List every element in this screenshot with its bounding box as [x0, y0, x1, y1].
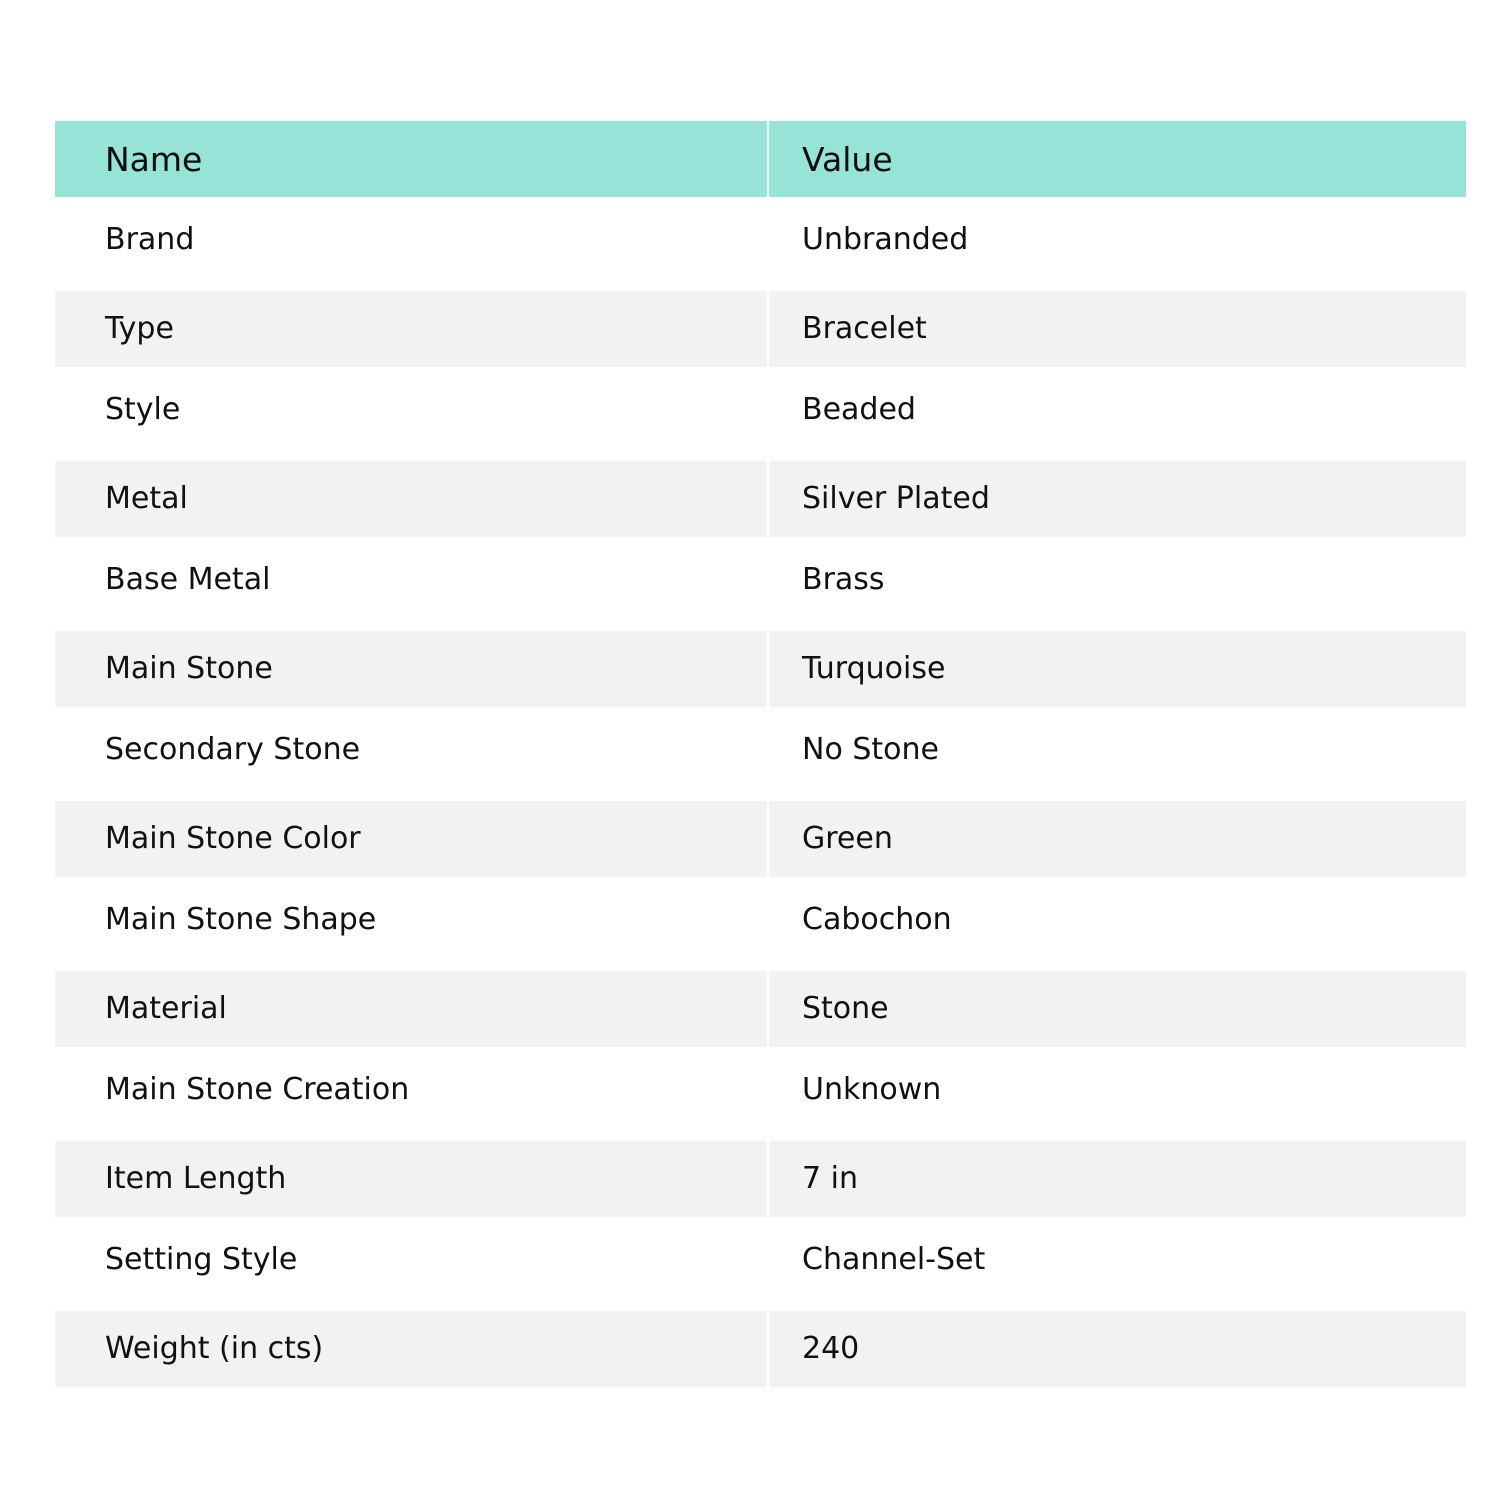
row-name-cell: Main Stone Shape — [105, 901, 377, 937]
table-row — [55, 1217, 1466, 1302]
row-name-cell: Main Stone Color — [55, 792, 767, 877]
row-value-cell: Green — [767, 792, 1466, 877]
row-value-cell: Beaded — [767, 367, 1466, 452]
table-row — [55, 1302, 1466, 1387]
row-value-cell: Silver Plated — [767, 452, 1466, 537]
row-name-cell: Main Stone Creation — [105, 1071, 410, 1107]
table-row — [55, 452, 1466, 537]
row-name-cell: Base Metal — [105, 561, 271, 597]
row-value-cell: Channel-Set — [767, 1217, 1466, 1302]
row-value-cell: No Stone — [767, 707, 1466, 792]
row-value-cell: Unknown — [767, 1047, 1466, 1132]
row-value-cell: Bracelet — [767, 282, 1466, 367]
table-header-row — [55, 121, 1466, 197]
row-name-cell: Type — [55, 282, 767, 367]
row-value-cell: Stone — [767, 962, 1466, 1047]
table-row — [55, 1047, 1466, 1132]
table-row — [55, 877, 1466, 962]
row-value-cell: Unbranded — [767, 197, 1466, 282]
row-value-cell: Cabochon — [767, 877, 1466, 962]
row-name-cell: Style — [105, 391, 181, 427]
column-header-value: Value — [767, 121, 1466, 197]
row-name-cell: Brand — [105, 221, 195, 257]
row-value-cell: Turquoise — [767, 622, 1466, 707]
row-name-cell: Main Stone — [55, 622, 767, 707]
table-row — [55, 282, 1466, 367]
row-value-cell: 240 — [767, 1302, 1466, 1387]
row-name-cell: Metal — [55, 452, 767, 537]
row-name-cell: Item Length — [55, 1132, 767, 1217]
row-name-cell: Weight (in cts) — [55, 1302, 767, 1387]
item-specifics-table — [55, 121, 1466, 1387]
table-row — [55, 197, 1466, 282]
table-row — [55, 1132, 1466, 1217]
row-name-cell: Setting Style — [105, 1241, 298, 1277]
table-row — [55, 367, 1466, 452]
table-row — [55, 792, 1466, 877]
table-row — [55, 537, 1466, 622]
column-header-name: Name — [105, 139, 203, 179]
table-row — [55, 622, 1466, 707]
table-row — [55, 962, 1466, 1047]
table-row — [55, 707, 1466, 792]
row-value-cell: Brass — [767, 537, 1466, 622]
row-name-cell: Material — [55, 962, 767, 1047]
row-value-cell: 7 in — [767, 1132, 1466, 1217]
row-name-cell: Secondary Stone — [105, 731, 361, 767]
